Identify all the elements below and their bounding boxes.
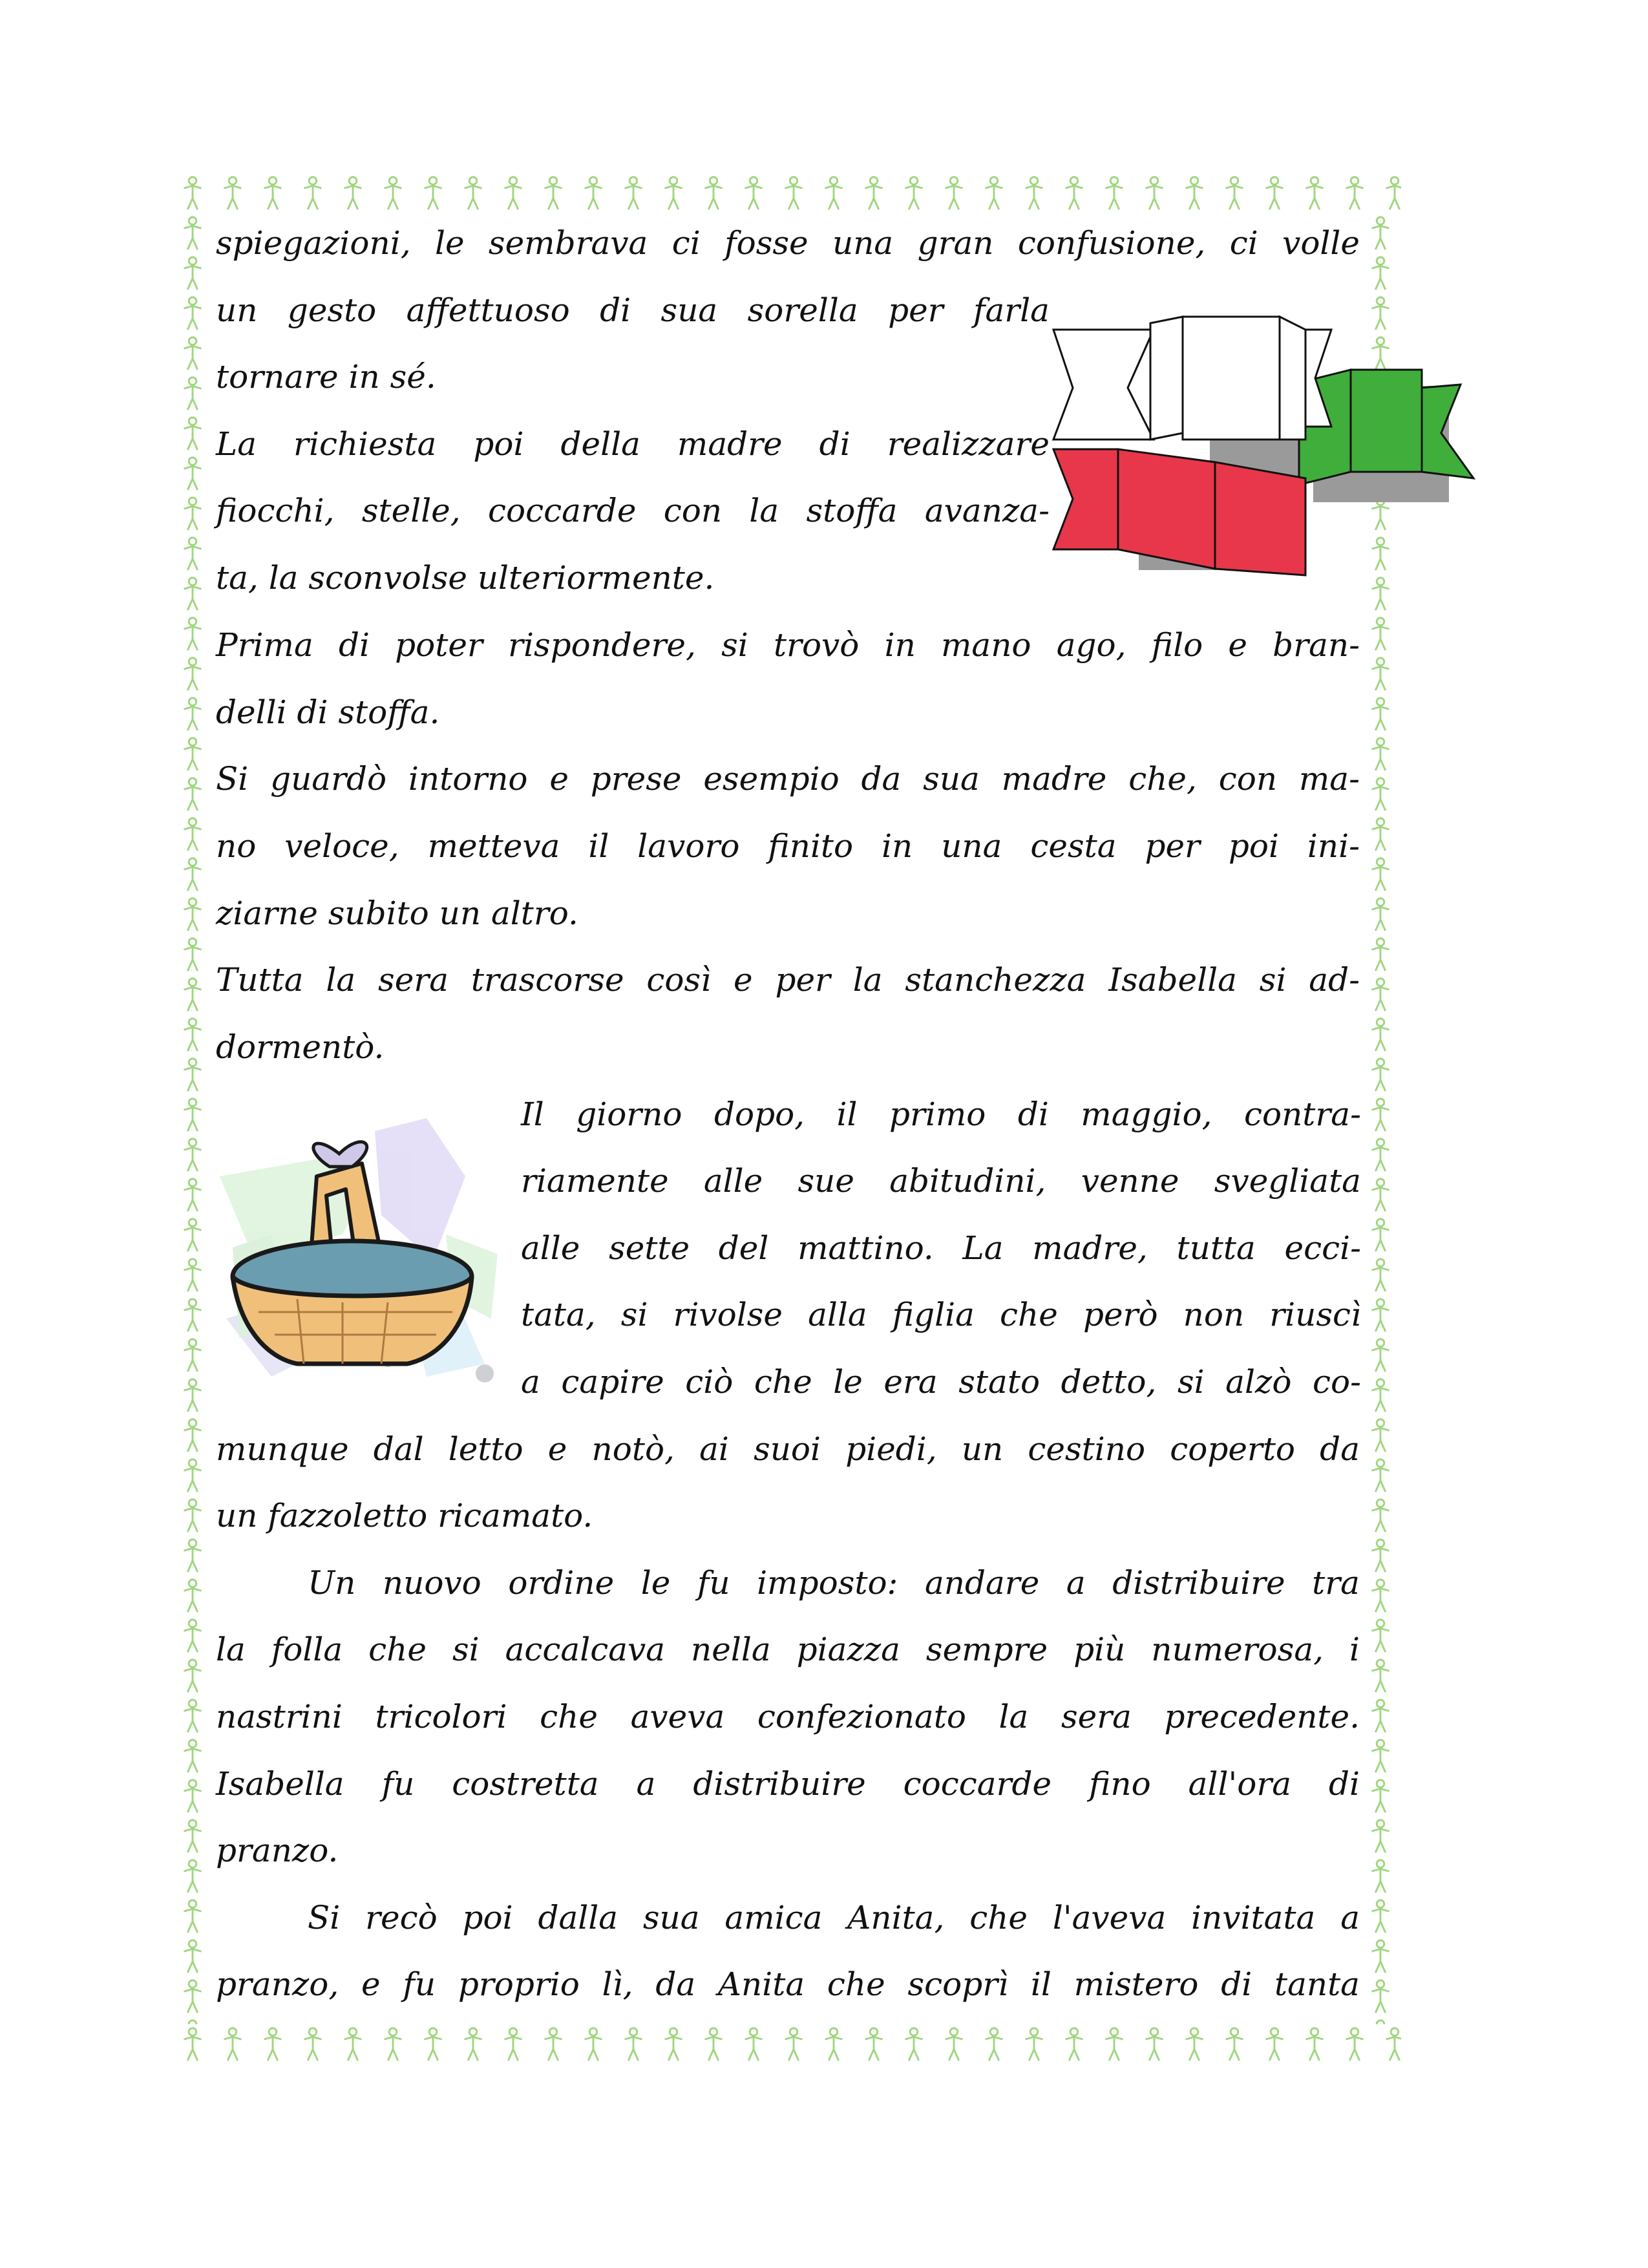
text-line: Isabella fu costretta a distribuire coccarde fino all'ora di [216,1765,1360,1803]
text-line: la folla che si accalcava nella piazza sempre più numerosa, i [216,1631,1360,1668]
border-bottom [173,2024,1401,2064]
text-line: riamente alle sue abitudini, venne svegliata [521,1162,1361,1200]
border-top [173,173,1401,213]
text-line: Il giorno dopo, il primo di maggio, contra- [521,1096,1361,1133]
text-line: tornare in sé. [216,358,436,396]
text-line: a capire ciò che le era stato detto, si alzò co- [521,1363,1361,1401]
border-left [173,213,213,2024]
basket-icon [213,1105,517,1409]
text-line: Si recò poi dalla sua amica Anita, che l'aveva invitata a [308,1899,1360,1936]
text-line: ziarne subito un altro. [216,895,578,932]
text-line: fiocchi, stelle, coccarde con la stoffa avanza- [216,492,1050,529]
text-line: pranzo. [216,1832,339,1869]
text-line: un fazzoletto ricamato. [216,1497,593,1534]
text-line: La richiesta poi della madre di realizzare [216,425,1050,463]
text-line: no veloce, metteva il lavoro finito in una cesta per poi ini- [216,827,1360,865]
text-line: ta, la sconvolse ulteriormente. [216,559,715,597]
text-line: alle sette del mattino. La madre, tutta ecci- [521,1229,1361,1267]
text-line: nastrini tricolori che aveva confezionato la sera precedente. [216,1698,1360,1735]
text-line: pranzo, e fu proprio lì, da Anita che scoprì il mistero di tanta [216,1966,1360,2003]
tricolor-ribbons-icon [1047,310,1493,582]
text-line: un gesto affettuoso di sua sorella per farla [216,291,1050,329]
text-line: dormentò. [216,1028,385,1066]
text-line: Si guardò intorno e prese esempio da sua madre che, con ma- [216,760,1360,798]
text-line: Un nuovo ordine le fu imposto: andare a distribuire tra [308,1564,1360,1602]
text-line: delli di stoffa. [216,694,440,731]
text-line: munque dal letto e notò, ai suoi piedi, un cestino coperto da [216,1430,1360,1468]
text-line: Prima di poter rispondere, si trovò in mano ago, filo e bran- [216,626,1360,664]
text-line: spiegazioni, le sembrava ci fosse una gran confusione, ci volle [216,224,1360,262]
text-line: tata, si rivolse alla figlia che però non riuscì [521,1296,1361,1333]
text-line: Tutta la sera trascorse così e per la stanchezza Isabella si ad- [216,961,1360,999]
